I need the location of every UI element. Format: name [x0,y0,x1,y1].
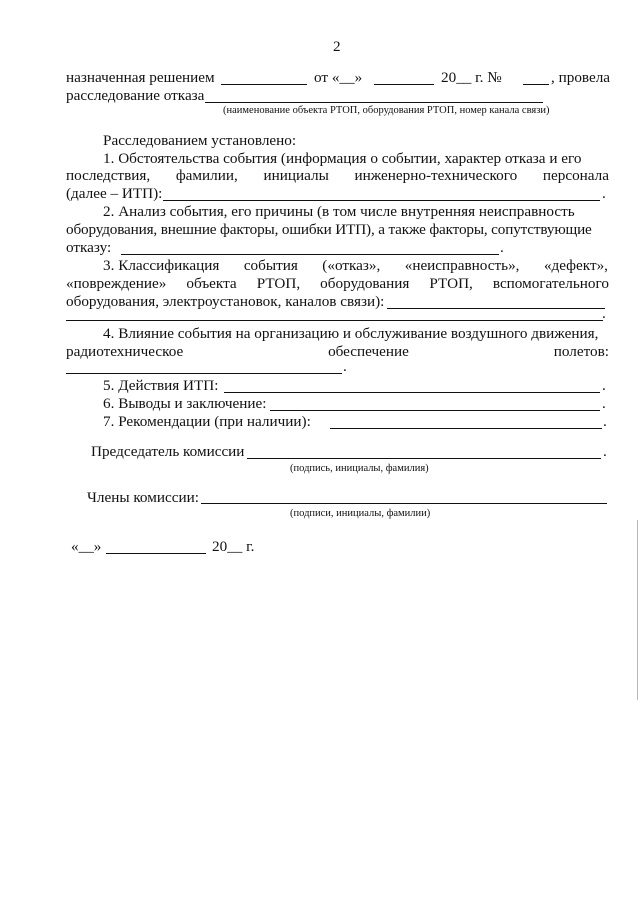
item3-word: РТОП, [256,275,301,292]
page-number: 2 [333,38,341,55]
item1-word: инициалы [263,167,329,184]
item4-blank [66,373,342,374]
item1-line1: 1. Обстоятельства события (информация о событии, характер отказа и его [103,150,582,167]
item3-word: («отказ», [322,257,381,274]
item5-label: 5. Действия ИТП: [103,377,219,394]
date-from-label: от «__» [314,69,363,86]
decision-label: назначенная решением [66,69,215,86]
item2-line1: 2. Анализ события, его причины (в том числе внутренняя неисправность [103,203,575,220]
item1-word: инженерно-технического [354,167,518,184]
item1-word: персонала [542,167,609,184]
item1-end: . [602,185,606,202]
chairman-signature-line [247,458,601,459]
chairman-caption: (подпись, инициалы, фамилия) [290,463,429,474]
item7-end: . [603,413,607,430]
item3-word: «дефект», [543,257,608,274]
item3-line2 [66,275,609,293]
item3-blank-b [66,320,603,321]
item3-word: «неисправность», [404,257,520,274]
item3-word: вспомогательного [492,275,609,292]
decision-blank [221,84,307,85]
item4-line2 [66,343,609,361]
item1-line3: (далее – ИТП): [66,185,163,202]
item3-line3: оборудования, электроустановок, каналов связи): [66,293,385,310]
date-month-blank [374,84,434,85]
item3-word: РТОП, [429,275,473,292]
item6-label: 6. Выводы и заключение: [103,395,267,412]
item2-line3: отказу: [66,239,112,256]
item3-line1 [103,257,608,275]
item1-word: последствия, [66,167,151,184]
object-caption: (наименование объекта РТОП, оборудования РТОП, номер канала связи) [223,105,550,116]
chairman-label: Председатель комиссии [91,443,245,460]
item1-blank [163,200,600,201]
year-number-label: 20__ г. № [441,69,502,86]
chairman-end: . [603,443,607,460]
date-day: «__» [71,538,102,555]
item4-end: . [343,358,347,375]
members-signature-line [201,503,607,504]
item3-word: объекта [186,275,237,292]
item2-blank [121,254,499,255]
item2-line2: оборудования, внешние факторы, ошибки ИТП), а также факторы, сопутствующие [66,221,592,238]
item4-line1: 4. Влияние события на организацию и обслуживание воздушного движения, [103,325,599,342]
item1-word: фамилии, [175,167,238,184]
item2-end: . [500,239,504,256]
item5-end: . [602,377,606,394]
item3-word: 3. Классификация [103,257,220,274]
item3-blank-a [387,308,605,309]
item7-blank [330,428,602,429]
established-heading: Расследованием установлено: [103,132,297,149]
item6-blank [270,410,600,411]
number-blank [523,84,549,85]
item3-end: . [602,305,606,322]
conducted-label: , провела [551,69,611,86]
item7-label: 7. Рекомендации (при наличии): [103,413,311,430]
item5-blank [224,392,600,393]
item4-word: обеспечение [328,343,409,360]
object-blank [205,102,543,103]
item3-word: оборудования [320,275,410,292]
item1-line2 [66,167,609,185]
investigation-label: расследование отказа [66,87,205,104]
date-year: 20__ г. [212,538,255,555]
scan-edge-artifact [637,520,638,700]
item4-word: полетов: [553,343,609,360]
item6-end: . [602,395,606,412]
date-month-line [106,553,206,554]
members-label: Члены комиссии: [87,489,199,506]
item3-word: события [243,257,298,274]
item4-word: радиотехническое [66,343,184,360]
item3-word: «повреждение» [66,275,167,292]
members-caption: (подписи, инициалы, фамилии) [290,508,431,519]
